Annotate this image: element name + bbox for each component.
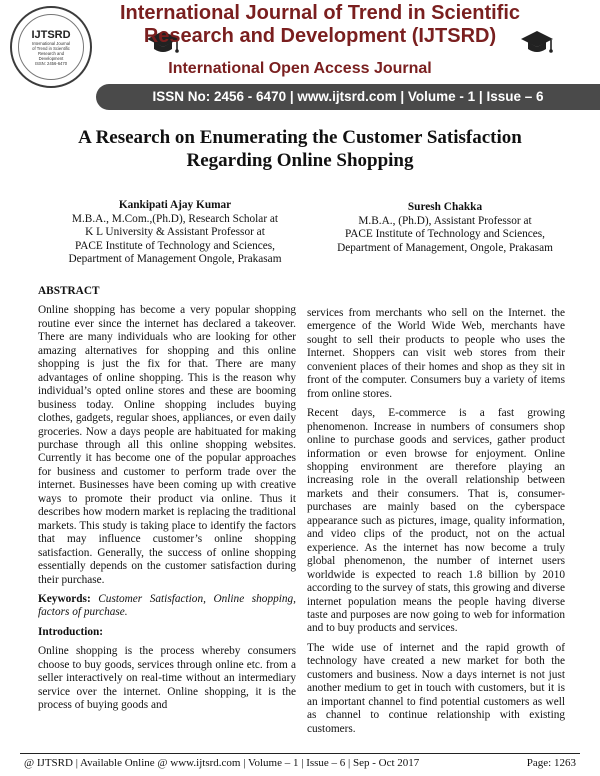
author-block: [40, 199, 310, 267]
logo-line: Research and: [37, 50, 65, 56]
keywords: [38, 593, 296, 620]
body-paragraph: The wide use of internet and the rapid growth of technology have created a new market for both the customers and business. Now a days internet is not just another medium to get in touch with customers, but it is an important channel to find potential customers as well as channel to continue relationship with existing customers.: [307, 641, 565, 735]
logo-line: of Trend in Scientific: [32, 45, 70, 51]
author-name: Suresh Chakka: [407, 201, 483, 213]
author-affiliation: Department of Management Ongole, Prakasam: [68, 253, 282, 266]
author-affiliation: M.B.A., (Ph.D), Assistant Professor at: [358, 214, 532, 227]
logo-line: Development: [38, 55, 64, 61]
logo-ring: [18, 14, 84, 80]
body-paragraph: Recent days, E-commerce is a fast growing phenomenon. Increase in numbers of consumers shop online to purchase goods and services, gather product information or even browse for enjoyment. Online shopping environment are therefore playing an increasing role in the overall relationship between markets and their consumers. That is, consumer-purchases are mainly based on the cyberspace appearance such as pictures, image, quality information, and video clips of the product, not on the actual experience. As the internet has now become a truly global phenomenon, the number of internet users worldwide is expected to reach 1.8 billion by 2010 according to the survey of stats, this growing and diverse internet population means the people having diverse taste and purposes are now going to web for information and to buy products and services.: [307, 407, 565, 635]
right-column: [307, 307, 565, 742]
logo-line: International Journal: [32, 40, 70, 46]
paper-title-line: Regarding Online Shopping: [186, 150, 414, 171]
body-paragraph: services from merchants who sell on the Internet. the emergence of the World Wide Web, merchants have sought to sell their products to people who uses the Internet. Shoppers can visit web stores from their convenient places of their homes and shop as they sit in front of the computer. Consumers buy a variety of items from online stores.: [307, 307, 565, 400]
journal-title-line: Research and Development (IJTSRD): [143, 25, 497, 47]
left-column: [38, 285, 296, 719]
paper-title: [40, 126, 560, 172]
logo-title: IJTSRD: [31, 28, 71, 41]
keywords-text: Customer Satisfaction, Online shopping, factors of purchase.: [38, 592, 296, 619]
author-block: [320, 201, 570, 255]
author-affiliation: Department of Management, Ongole, Prakasam: [337, 241, 553, 254]
author-affiliation: M.B.A., M.Com.,(Ph.D), Research Scholar at: [71, 212, 279, 225]
open-access-label: International Open Access Journal: [168, 60, 432, 77]
journal-header: [0, 0, 600, 112]
author-affiliation: K L University & Assistant Professor at: [85, 226, 265, 239]
paper-title-line: A Research on Enumerating the Customer Satisfaction: [78, 127, 522, 148]
journal-logo: [10, 6, 92, 88]
logo-line: ISSN: 2456-6470: [34, 60, 68, 66]
introduction-heading: Introduction:: [38, 625, 104, 638]
keywords-label: Keywords:: [38, 592, 91, 605]
journal-title: [110, 2, 530, 48]
abstract-heading: ABSTRACT: [38, 285, 100, 297]
footer-citation: @ IJTSRD | Available Online @ www.ijtsrd.com | Volume – 1 | Issue – 6 | Sep - Oct 2017: [24, 757, 420, 769]
author-name: Kankipati Ajay Kumar: [118, 199, 232, 211]
abstract-text: Online shopping has become a very popular shopping routine ever since the internet has declared a takeover. There are many individuals who are looking for other amazing alternatives for shopping and this online shopping is just the fix for that. There are many advantages of online shopping. This is the reason why individual’s opted online stores and these are booming business today. Online shopping includes buying clothes, gadgets, regular shoes, appliances, or even daily groceries. Now a days people are habituated for making purchase through all this online shopping websites. Currently it has become one of the popular approaches for business and customer to perform trade over the internet. Businesses have been coming up with creative ways to promote their product via online. Thus it describes how modern market is replacing the traditional markets. This study is taking place to identify the factors that may influence customer’s online shopping satisfaction. Generally, the success of online shopping essentially depends on the customer satisfaction during their purchase.: [38, 304, 296, 586]
journal-title-line: International Journal of Trend in Scientific: [119, 2, 521, 24]
introduction-text: Online shopping is the process whereby consumers choose to buy goods, services through online etc. from a seller interactively on real-time without an intermediary service over the internet. Online shopping, it is the process of buying goods and: [38, 645, 296, 712]
author-affiliation: PACE Institute of Technology and Sciences,: [74, 239, 276, 252]
page-number: Page: 1263: [526, 757, 576, 769]
issn-bar: ISSN No: 2456 - 6470 | www.ijtsrd.com | Volume - 1 | Issue – 6: [96, 84, 600, 110]
footer-divider: [20, 753, 580, 754]
page-footer: [24, 756, 576, 770]
author-affiliation: PACE Institute of Technology and Sciences,: [344, 228, 546, 241]
